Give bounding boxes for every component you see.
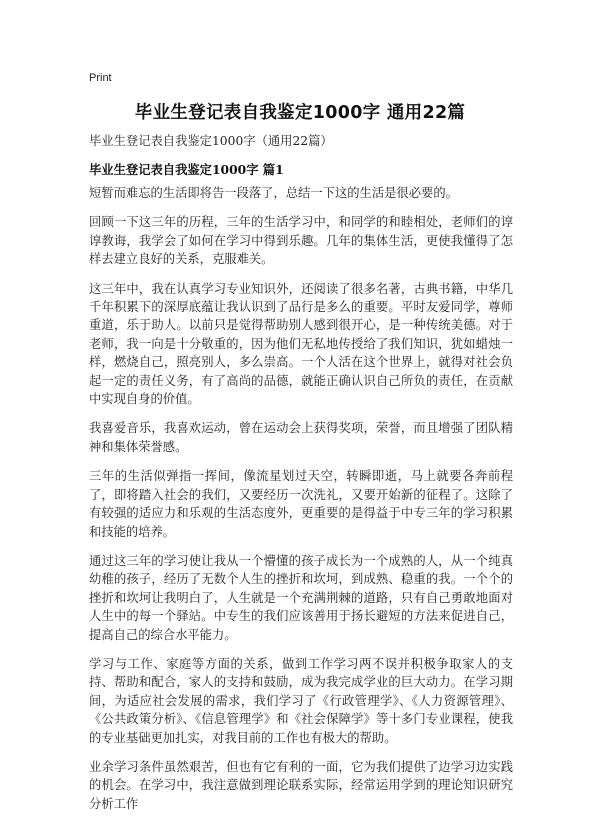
document-subtitle: 毕业生登记表自我鉴定1000字（通用22篇） bbox=[89, 134, 333, 148]
paragraph: 三年的生活似弹指一挥间，像流星划过天空，转瞬即逝，马上就要各奔前程了，即将踏入社会的我们，又要经历一次洗礼，又要开始新的征程了。这除了有较强的适应力和乐观的生活态度外，更重要的是得益于中专三年的学习积累和技能的培养。 bbox=[89, 469, 513, 539]
paragraph: 我喜爱音乐，我喜欢运动，曾在运动会上获得奖项，荣誉，而且增强了团队精神和集体荣誉感。 bbox=[89, 421, 513, 454]
paragraph: 回顾一下这三年的历程，三年的生活学习中，和同学的和睦相处，老师们的谆谆教诲，我学会了如何在学习中得到乐趣。几年的集体生活，更使我懂得了怎样去建立良好的关系，克服难关。 bbox=[89, 215, 513, 267]
paragraph: 短暂而难忘的生活即将告一段落了，总结一下这的生活是很必要的。 bbox=[89, 186, 458, 200]
paragraph: 学习与工作、家庭等方面的关系，做到工作学习两不误并积极争取家人的支持、帮助和配合，家人的支持和鼓励，成为我完成学业的巨大动力。在学习期间，为适应社会发展的需求，我们学习了《行政管理学》、《人力资源管理》、《公共政策分析》、《信息管理学》和《社会保障学》等十多门专业课程，使我的专业基础更加扎实，对我目前的工作也有极大的帮助。 bbox=[89, 656, 513, 745]
section-heading: 毕业生登记表自我鉴定1000字 篇1 bbox=[89, 162, 284, 177]
paragraph: 通过这三年的学习使让我从一个懵懂的孩子成长为一个成熟的人，从一个纯真幼稚的孩子，经历了无数个人生的挫折和坎坷，到成熟、稳重的我。一个个的挫折和坎坷让我明白了，人生就是一个充满荆棘的道路，只有自己勇敢地面对人生中的每一个驿站。中专生的我们应该善用于扬长避短的方法来促进自己，提高自己的综合水平能力。 bbox=[89, 553, 513, 642]
print-link[interactable]: Print bbox=[89, 72, 112, 84]
page-title: 毕业生登记表自我鉴定1000字 通用22篇 bbox=[134, 103, 466, 123]
paragraph: 这三年中，我在认真学习专业知识外，还阅读了很多名著，古典书籍，中华几千年积累下的深厚底蕴让我认识到了品行是多么的重要。平时友爱同学，尊师重道，乐于助人。以前只是觉得帮助别人感到很开心，是一种传统美德。对于老师，我一向是十分敬重的，因为他们无私地传授给了我们知识，犹如蜡烛一样，燃烧自己，照亮别人，多么崇高。一个人活在这个世界上，就得对社会负起一定的责任义务，有了高尚的品德，就能正确认识自己所负的责任，在贡献中实现自身的价值。 bbox=[89, 281, 513, 407]
essay-body bbox=[89, 184, 513, 824]
paragraph: 业余学习条件虽然艰苦，但也有它有利的一面，它为我们提供了边学习边实践的机会。在学习中，我注意做到理论联系实际，经常运用学到的理论知识研究分析工作 bbox=[89, 759, 513, 811]
